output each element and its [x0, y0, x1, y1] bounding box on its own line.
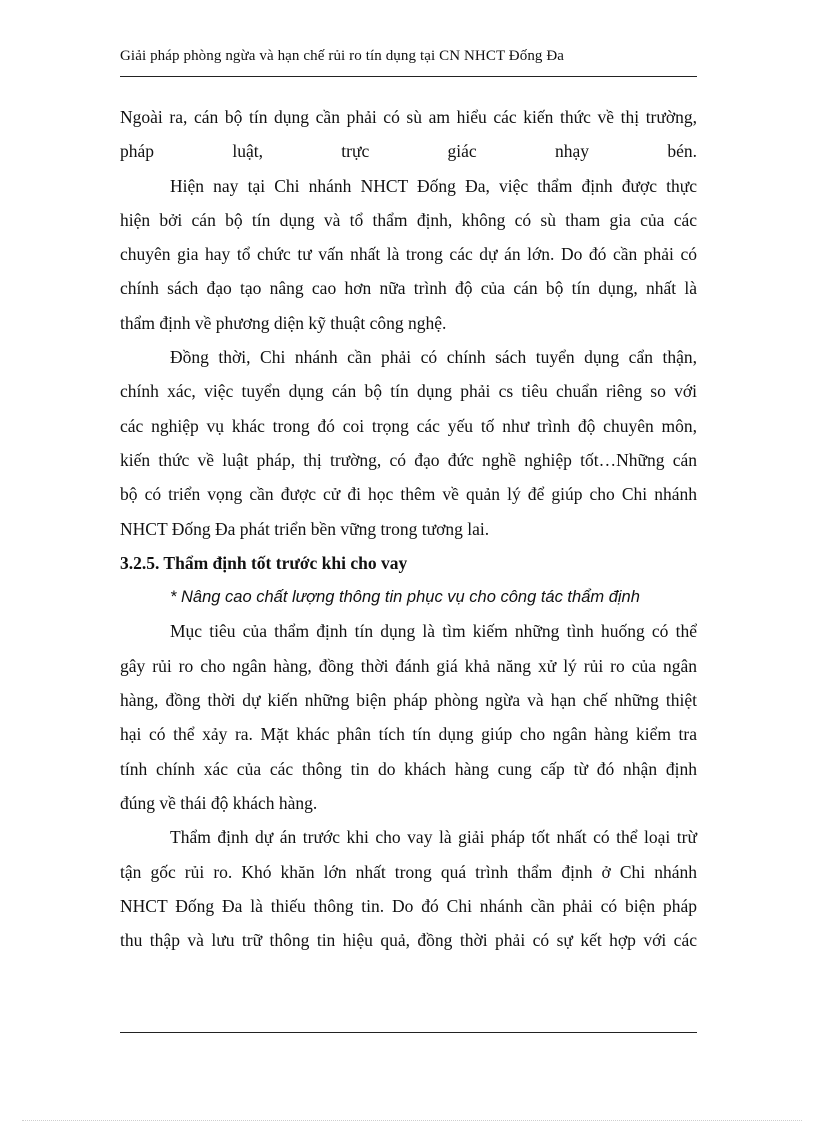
- text-line: các nghiệp vụ khác trong đó coi trọng các yếu tố như trình độ chuyên môn,: [120, 415, 697, 436]
- footer-divider: [120, 1032, 697, 1033]
- text-line: hàng, đồng thời dự kiến những biện pháp phòng ngừa và hạn chế những thiệt: [120, 690, 697, 711]
- text-line: thu thập và lưu trữ thông tin hiệu quả, đồng thời phải có sự kết hợp với các: [120, 930, 697, 951]
- text-line: gây rủi ro cho ngân hàng, đồng thời đánh giá khả năng xử lý rủi ro của ngân: [120, 655, 697, 676]
- text-line: NHCT Đống Đa là thiếu thông tin. Do đó Chi nhánh cần phải có biện pháp: [120, 895, 697, 916]
- paragraph-start-line: Hiện nay tại Chi nhánh NHCT Đống Đa, việc thẩm định được thực: [170, 175, 697, 196]
- text-line: kiến thức về luật pháp, thị trường, có đạo đức nghề nghiệp tốt…Những cán: [120, 449, 697, 470]
- text-line: chính sách đạo tạo nâng cao hơn nữa trình độ của cán bộ tín dụng, nhất là: [120, 278, 697, 299]
- text-line: hại có thể xảy ra. Mặt khác phân tích tín dụng giúp cho ngân hàng kiểm tra: [120, 724, 697, 745]
- header-divider: [120, 76, 697, 77]
- paragraph-end-line: đúng về thái độ khách hàng.: [120, 792, 318, 813]
- text-line: chuyên gia hay tổ chức tư vấn nhất là trong các dự án lớn. Do đó cần phải có: [120, 244, 697, 265]
- section-heading: 3.2.5. Thẩm định tốt trước khi cho vay: [120, 552, 408, 573]
- text-line: chính xác, việc tuyển dụng cán bộ tín dụng phải cs tiêu chuẩn riêng so với: [120, 381, 697, 402]
- text-line: bộ có triển vọng cần được cử đi học thêm về quản lý để giúp cho Chi nhánh: [120, 484, 697, 505]
- text-line: tận gốc rủi ro. Khó khăn lớn nhất trong quá trình thẩm định ở Chi nhánh: [120, 861, 697, 882]
- paragraph-start-line: Đồng thời, Chi nhánh cần phải có chính sách tuyển dụng cẩn thận,: [170, 347, 697, 368]
- body-text: [120, 100, 697, 957]
- subsection-heading: * Nâng cao chất lượng thông tin phục vụ cho công tác thẩm định: [170, 588, 640, 607]
- paragraph-end-line: NHCT Đống Đa phát triển bền vững trong tương lai.: [120, 518, 490, 539]
- paragraph-end-line: thẩm định về phương diện kỹ thuật công nghệ.: [120, 312, 447, 333]
- page-edge: [22, 1120, 802, 1121]
- page-header: Giải pháp phòng ngừa và hạn chế rủi ro tín dụng tại CN NHCT Đống Đa: [120, 48, 565, 64]
- text-line: pháp luật, trực giác nhạy bén.: [120, 141, 697, 162]
- paragraph-start-line: Thẩm định dự án trước khi cho vay là giải pháp tốt nhất có thể loại trừ: [170, 827, 697, 848]
- text-line: tính chính xác của các thông tin do khách hàng cung cấp từ đó nhận định: [120, 758, 697, 779]
- text-line: Ngoài ra, cán bộ tín dụng cần phải có sù am hiểu các kiến thức về thị trường,: [120, 107, 697, 127]
- text-line: hiện bởi cán bộ tín dụng và tổ thẩm định, không có sù tham gia của các: [120, 209, 697, 230]
- paragraph-start-line: Mục tiêu của thẩm định tín dụng là tìm kiếm những tình huống có thể: [170, 621, 697, 642]
